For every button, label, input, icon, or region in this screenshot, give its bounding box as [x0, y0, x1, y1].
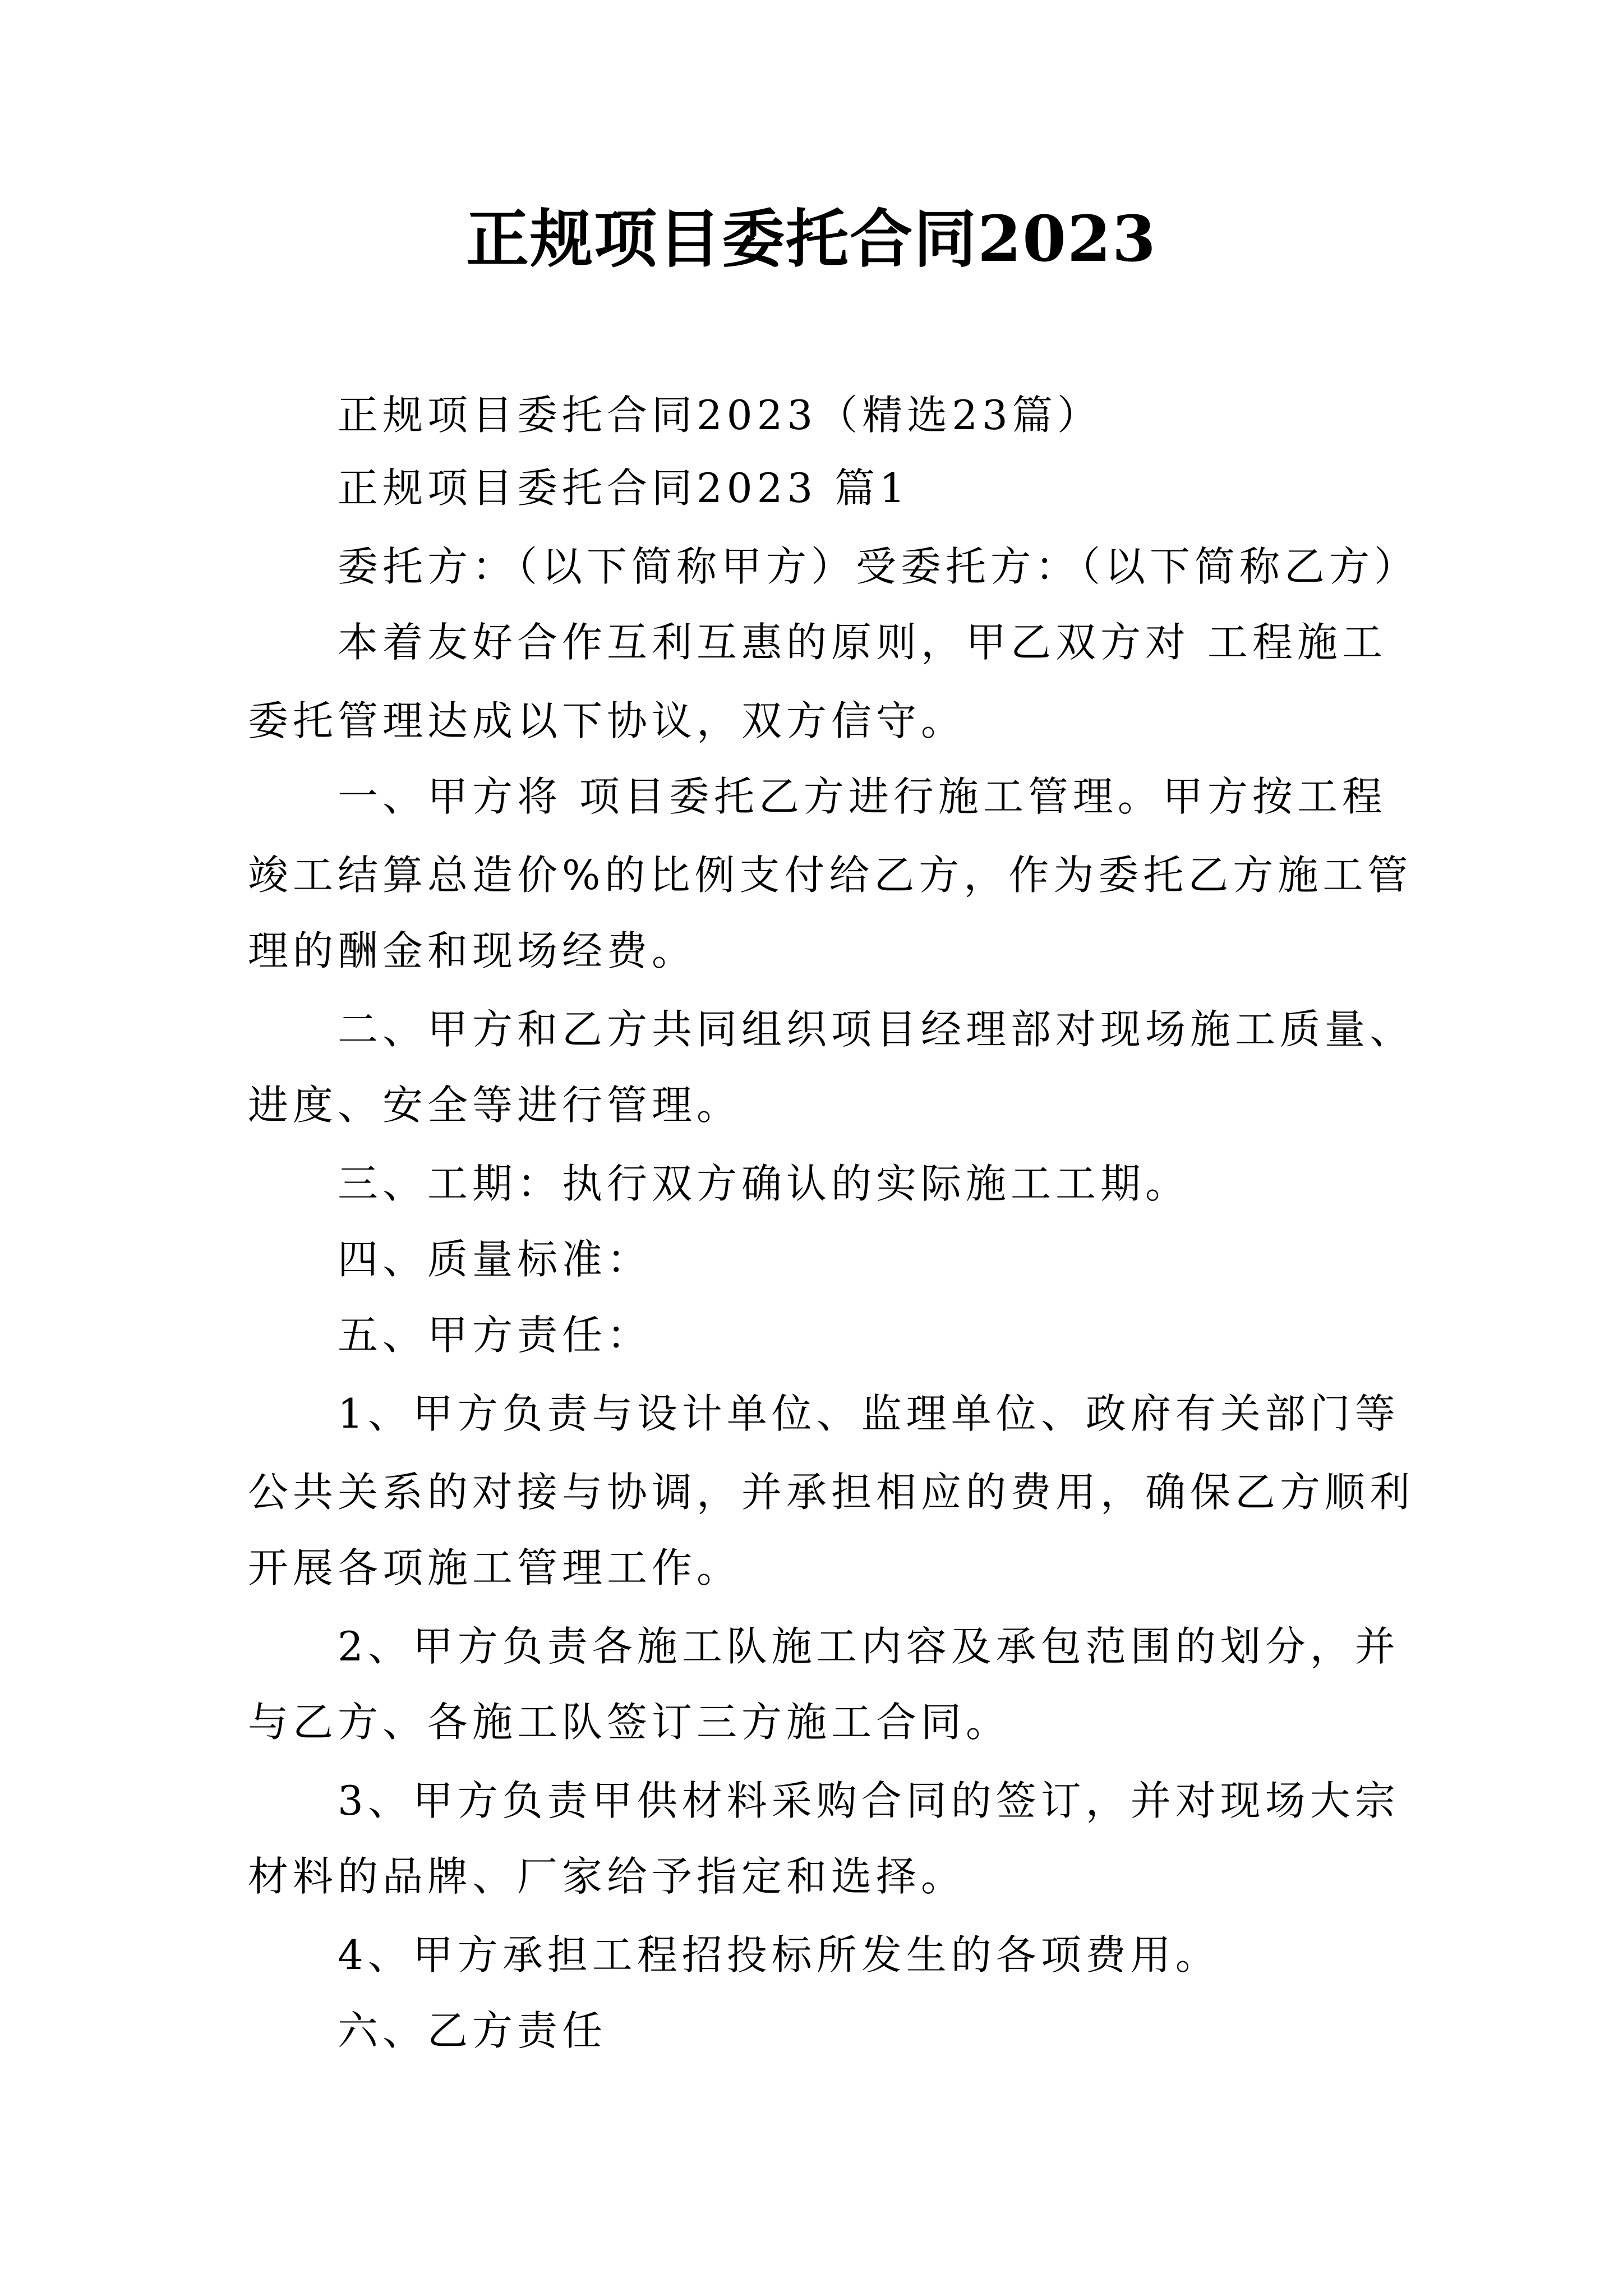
paragraph-line: 开展各项施工管理工作。 [248, 1544, 742, 1591]
paragraph-line: 三、工期：执行双方确认的实际施工工期。 [338, 1160, 1191, 1207]
paragraph-line: 正规项目委托合同2023 篇1 [338, 464, 910, 512]
paragraph-line: 正规项目委托合同2023（精选23篇） [338, 392, 1102, 439]
paragraph-line: 1、甲方负责与设计单位、监理单位、政府有关部门等 [338, 1390, 1400, 1437]
paragraph-line: 竣工结算总造价%的比例支付给乙方，作为委托乙方施工管 [248, 852, 1413, 899]
paragraph-line: 一、甲方将 项目委托乙方进行施工管理。甲方按工程 [338, 773, 1387, 820]
paragraph-line: 2、甲方负责各施工队施工内容及承包范围的划分，并 [338, 1623, 1400, 1670]
paragraph-line: 本着友好合作互利互惠的原则，甲乙双方对 工程施工 [338, 619, 1387, 666]
paragraph-line: 4、甲方承担工程招投标所发生的各项费用。 [338, 1931, 1220, 1978]
paragraph-line: 材料的品牌、厂家给予指定和选择。 [248, 1853, 966, 1900]
paragraph-line: 委托管理达成以下协议，双方信守。 [248, 697, 966, 744]
paragraph-line: 进度、安全等进行管理。 [248, 1082, 742, 1129]
paragraph-line: 3、甲方负责甲供材料采购合同的签订，并对现场大宗 [338, 1777, 1400, 1824]
paragraph-line: 委托方：（以下简称甲方）受委托方：（以下简称乙方） [338, 543, 1419, 590]
paragraph-line: 六、乙方责任 [338, 2007, 607, 2054]
document-title: 正规项目委托合同2023 [466, 203, 1157, 276]
paragraph-line: 理的酬金和现场经费。 [248, 927, 697, 974]
paragraph-line: 五、甲方责任： [338, 1312, 652, 1359]
paragraph-line: 四、质量标准： [338, 1236, 652, 1283]
paragraph-line: 公共关系的对接与协调，并承担相应的费用，确保乙方顺利 [248, 1469, 1415, 1516]
paragraph-line: 与乙方、各施工队签订三方施工合同。 [248, 1699, 1011, 1746]
paragraph-line: 二、甲方和乙方共同组织项目经理部对现场施工质量、 [338, 1006, 1415, 1053]
